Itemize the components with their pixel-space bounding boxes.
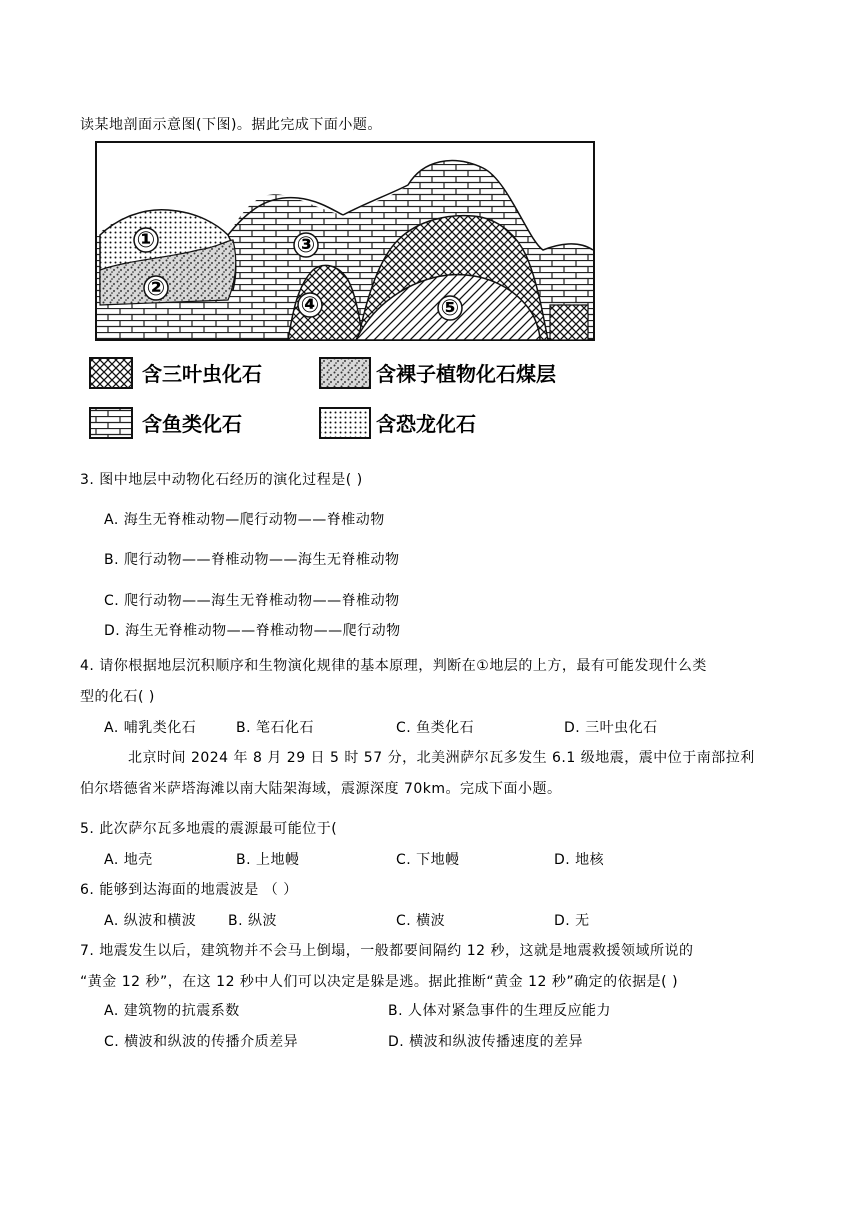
- q6-stem: 6. 能够到达海面的地震波是 （ ）: [80, 882, 298, 898]
- q5-option-b: B. 上地幔: [236, 852, 300, 868]
- label-4: ④: [300, 293, 320, 318]
- legend-text-trilobite: 含三叶虫化石: [142, 362, 262, 386]
- q5-stem: 5. 此次萨尔瓦多地震的震源最可能位于(: [80, 821, 338, 837]
- q3-option-a: A. 海生无脊椎动物—爬行动物——脊椎动物: [104, 512, 385, 528]
- q7-option-d: D. 横波和纵波传播速度的差异: [388, 1034, 584, 1050]
- q4-option-b: B. 笔石化石: [236, 720, 315, 736]
- q4-stem-line1: 4. 请你根据地层沉积顺序和生物演化规律的基本原理，判断在①地层的上方，最有可能发现什么类: [80, 658, 707, 674]
- geologic-section-figure: [88, 140, 604, 448]
- q6-option-b: B. 纵波: [228, 913, 278, 929]
- q7-stem-line2: “黄金 12 秒”，在这 12 秒中人们可以决定是躲是逃。据此推断“黄金 12 秒”确定的依据是( ): [80, 974, 679, 990]
- legend-text-fish: 含鱼类化石: [142, 412, 242, 436]
- figure-legend: [90, 358, 556, 438]
- label-1: ①: [136, 228, 156, 253]
- q4-stem-line2: 型的化石( ): [80, 689, 155, 705]
- legend-text-dinosaur: 含恐龙化石: [376, 412, 476, 436]
- legend-swatch-trilobite: [90, 358, 132, 388]
- q7-option-c: C. 横波和纵波的传播介质差异: [104, 1034, 299, 1050]
- q4-option-c: C. 鱼类化石: [396, 720, 475, 736]
- legend-swatch-fish: [90, 408, 132, 438]
- legend-swatch-dinosaur: [320, 408, 370, 438]
- q6-option-a: A. 纵波和横波: [104, 913, 197, 929]
- q7-stem-line1: 7. 地震发生以后，建筑物并不会马上倒塌，一般都要间隔约 12 秒，这就是地震救援领域所说的: [80, 943, 694, 959]
- q3-option-b: B. 爬行动物——脊椎动物——海生无脊椎动物: [104, 552, 400, 568]
- label-2: ②: [146, 276, 166, 301]
- passage-line2: 伯尔塔德省米萨塔海滩以南大陆架海域，震源深度 70km。完成下面小题。: [80, 781, 562, 797]
- label-5: ⑤: [440, 296, 460, 321]
- label-3: ③: [296, 233, 316, 258]
- q3-option-d: D. 海生无脊椎动物——脊椎动物——爬行动物: [104, 623, 401, 639]
- legend-swatch-coal: [320, 358, 370, 388]
- q7-option-a: A. 建筑物的抗震系数: [104, 1003, 240, 1019]
- q3-stem: 3. 图中地层中动物化石经历的演化过程是( ): [80, 472, 363, 488]
- q3-option-c: C. 爬行动物——海生无脊椎动物——脊椎动物: [104, 593, 400, 609]
- intro-text: 读某地剖面示意图(下图)。据此完成下面小题。: [80, 117, 382, 133]
- q4-option-a: A. 哺乳类化石: [104, 720, 197, 736]
- q4-option-d: D. 三叶虫化石: [564, 720, 658, 736]
- q6-option-d: D. 无: [554, 913, 590, 929]
- passage-line1: 北京时间 2024 年 8 月 29 日 5 时 57 分，北美洲萨尔瓦多发生 6.1 级地震，震中位于南部拉利: [128, 750, 755, 766]
- q5-option-a: A. 地壳: [104, 852, 153, 868]
- q5-option-c: C. 下地幔: [396, 852, 460, 868]
- q5-option-d: D. 地核: [554, 852, 605, 868]
- q6-option-c: C. 横波: [396, 913, 446, 929]
- legend-text-coal: 含裸子植物化石煤层: [376, 362, 556, 386]
- q7-option-b: B. 人体对紧急事件的生理反应能力: [388, 1003, 612, 1019]
